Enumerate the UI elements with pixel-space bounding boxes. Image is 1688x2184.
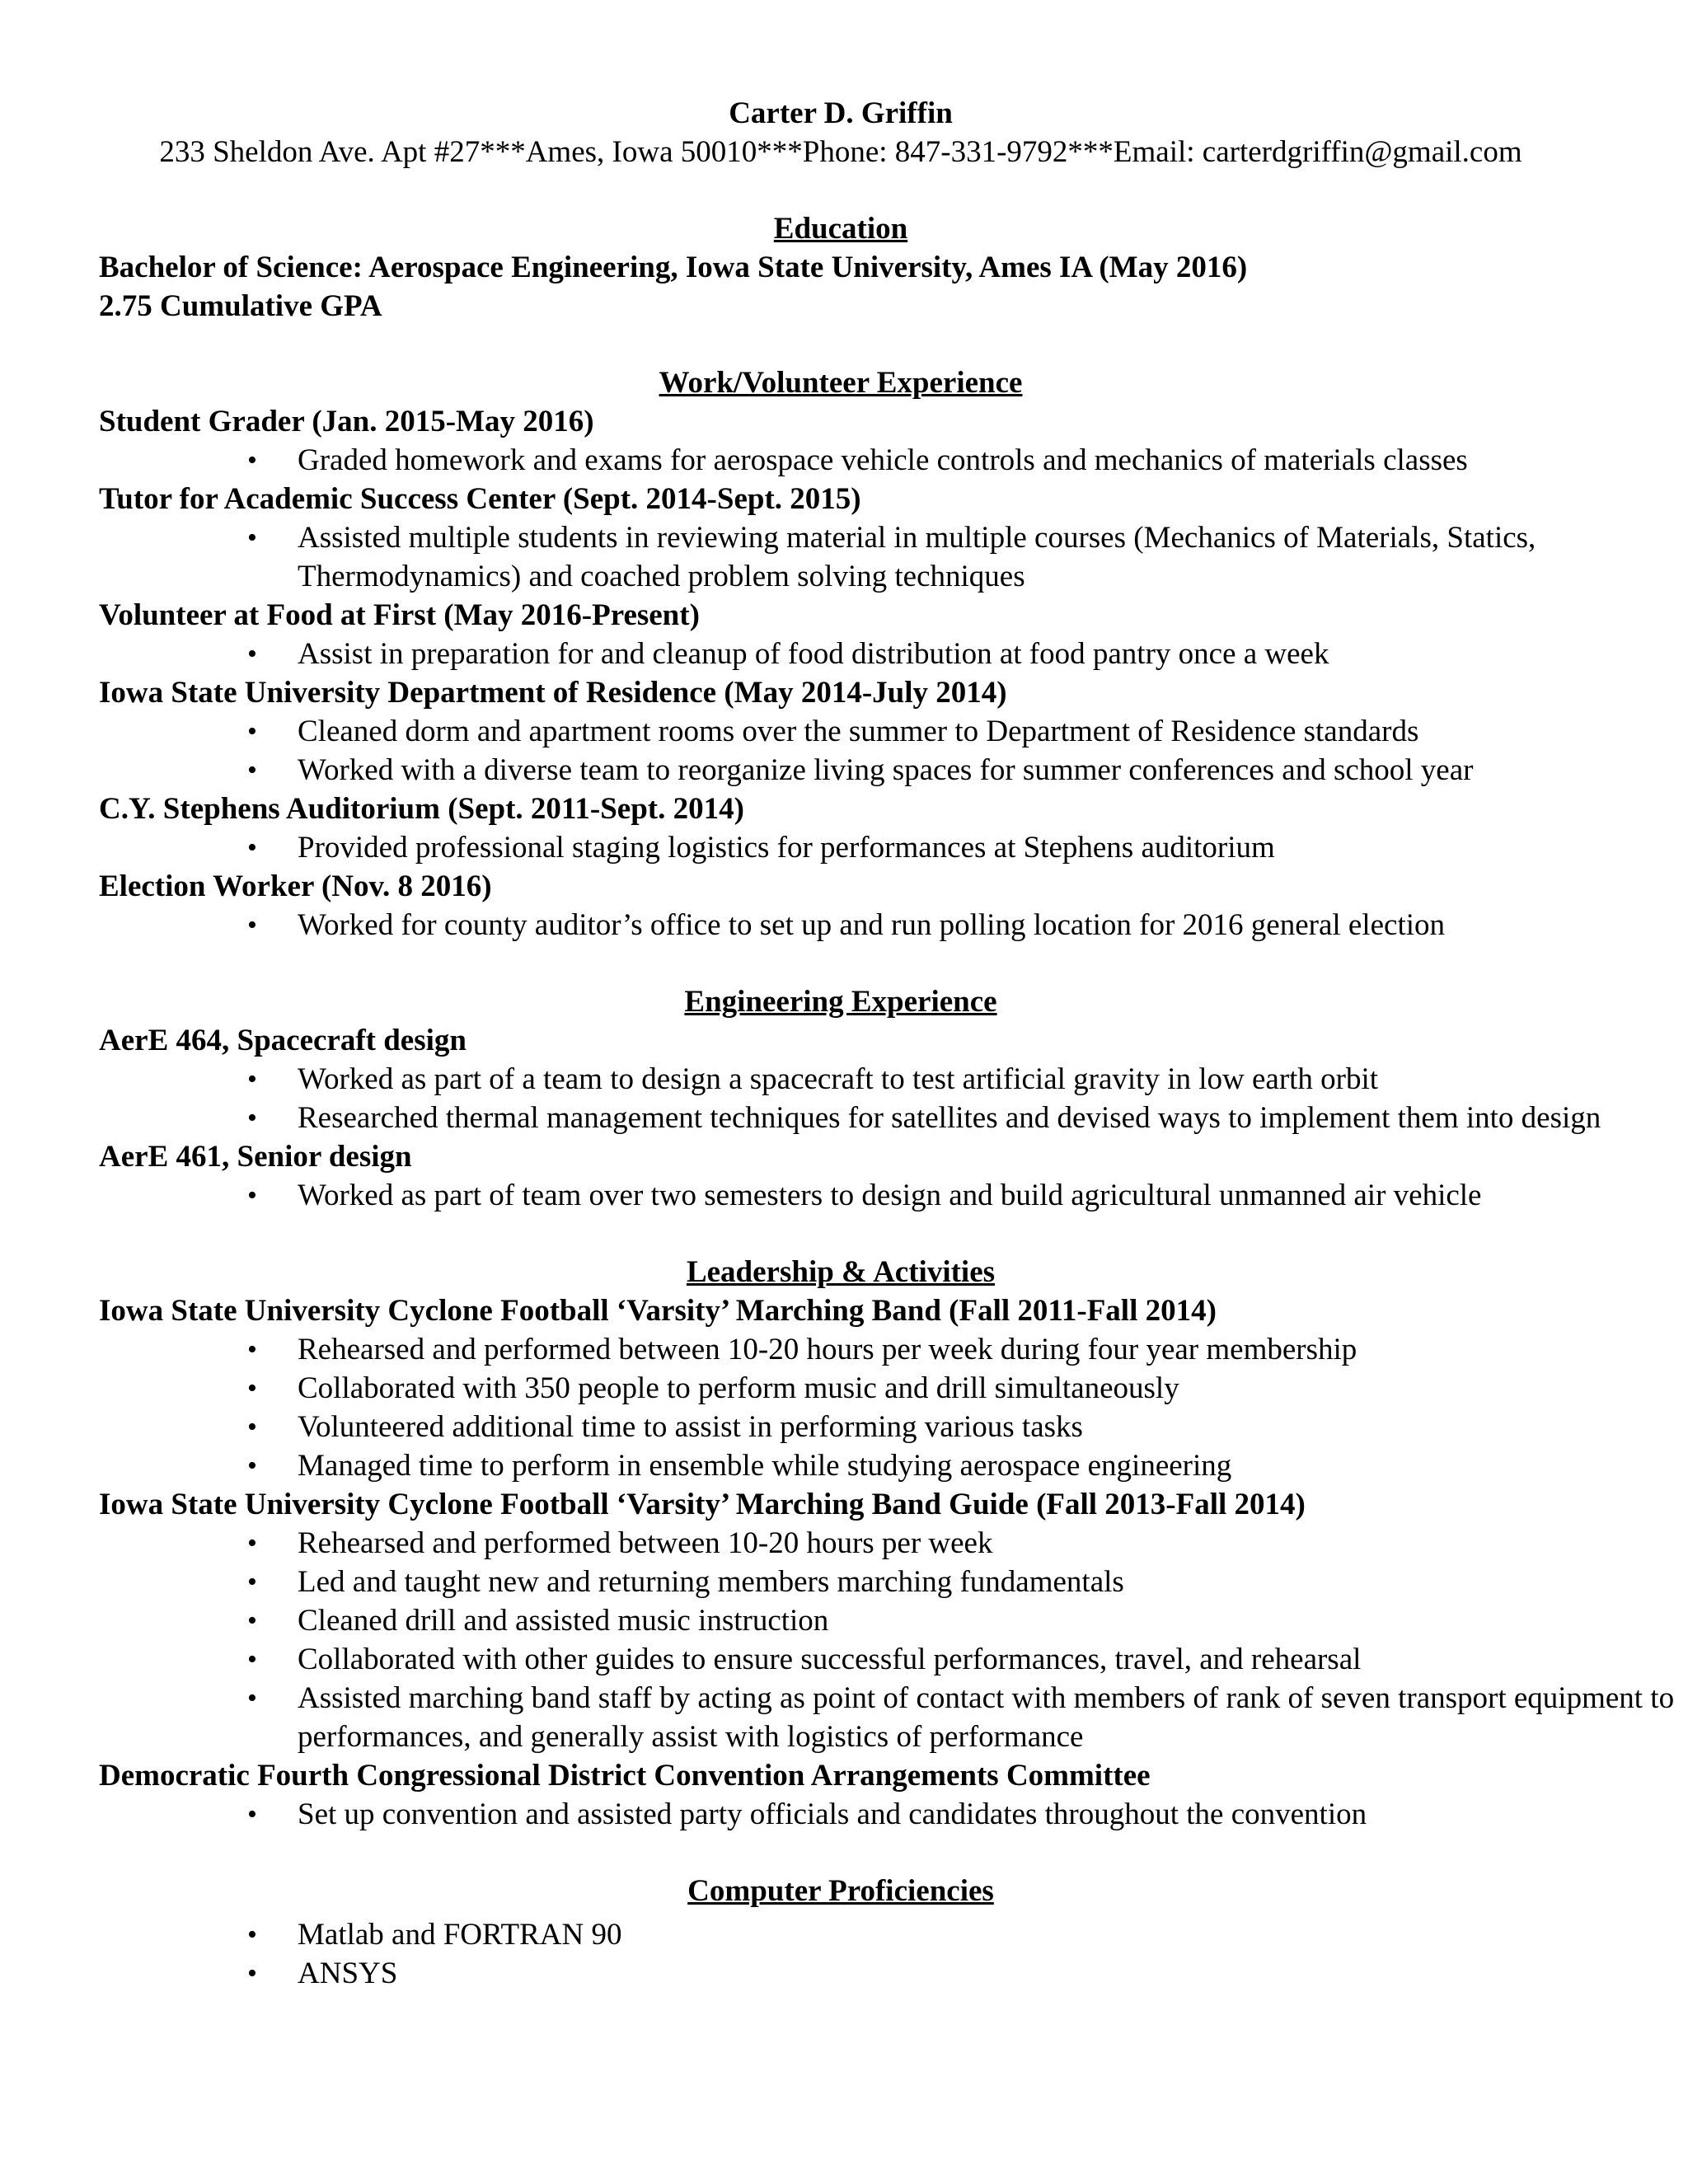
bullet-icon: • xyxy=(247,755,257,785)
bullet-icon: • xyxy=(247,1412,257,1442)
section-title-engineering: Engineering Experience xyxy=(684,985,997,1019)
bullet-icon: • xyxy=(247,1373,257,1404)
degree-line: Bachelor of Science: Aerospace Engineering, Iowa State University, Ames IA (May 2016) xyxy=(99,251,1248,284)
bullet-icon: • xyxy=(247,910,257,940)
engineering-entry xyxy=(99,1137,1599,1215)
list-item: • Collaborated with other guides to ensure successful performances, travel, and rehearsal xyxy=(99,1640,1682,1679)
contact-line: 233 Sheldon Ave. Apt #27***Ames, Iowa 50010***Phone: 847-331-9792***Email: carterdgriffin@gmail.com xyxy=(159,135,1522,169)
section-title-leadership: Leadership & Activities xyxy=(686,1255,996,1289)
resume-page xyxy=(99,94,1675,1993)
list-item: • Worked as part of team over two semesters to design and build agricultural unmanned air vehicle xyxy=(99,1176,1682,1215)
list-item: • Cleaned drill and assisted music instruction xyxy=(99,1601,1682,1640)
bullet-icon: • xyxy=(247,639,257,669)
leadership-entry xyxy=(99,1291,1599,1485)
list-item: • Collaborated with 350 people to perform music and drill simultaneously xyxy=(99,1369,1682,1408)
entry-title: Iowa State University Cyclone Football ‘Varsity’ Marching Band Guide (Fall 2013-Fall 2014) xyxy=(99,1488,1306,1521)
bullet-icon: • xyxy=(247,1528,257,1558)
section-title-work: Work/Volunteer Experience xyxy=(659,366,1023,400)
bullet-icon: • xyxy=(247,716,257,747)
bullet-icon: • xyxy=(247,1334,257,1365)
list-item: • Cleaned dorm and apartment rooms over the summer to Department of Residence standards xyxy=(99,712,1682,751)
entry-title: AerE 464, Spacecraft design xyxy=(99,1024,467,1057)
list-item: • Led and taught new and returning members marching fundamentals xyxy=(99,1563,1682,1601)
list-item: • Researched thermal management techniques for satellites and devised ways to implement them into design xyxy=(99,1099,1682,1137)
entry-title: AerE 461, Senior design xyxy=(99,1140,412,1174)
entry-title: Tutor for Academic Success Center (Sept. 2014-Sept. 2015) xyxy=(99,482,861,516)
section-title-education: Education xyxy=(773,212,908,246)
bullet-icon: • xyxy=(247,1180,257,1211)
section-title-computer: Computer Proficiencies xyxy=(687,1874,994,1908)
bullet-icon: • xyxy=(247,1451,257,1481)
bullet-icon: • xyxy=(247,1919,257,1950)
work-entry xyxy=(99,480,1599,596)
work-entry xyxy=(99,402,1599,480)
list-item: • Managed time to perform in ensemble while studying aerospace engineering xyxy=(99,1446,1682,1485)
bullet-icon: • xyxy=(247,1567,257,1597)
list-item: • Assisted multiple students in reviewing material in multiple courses (Mechanics of Materials, Statics, Thermodynamics) and coached problem solving techniques xyxy=(99,518,1682,596)
entry-title: Iowa State University Cyclone Football ‘Varsity’ Marching Band (Fall 2011-Fall 2014) xyxy=(99,1294,1217,1328)
list-item: • Provided professional staging logistics for performances at Stephens auditorium xyxy=(99,828,1682,867)
entry-title: Democratic Fourth Congressional District Convention Arrangements Committee xyxy=(99,1759,1151,1793)
entry-title: Student Grader (Jan. 2015-May 2016) xyxy=(99,405,594,438)
leadership-entry xyxy=(99,1756,1599,1834)
entry-title: Volunteer at Food at First (May 2016-Present) xyxy=(99,598,700,632)
work-entry xyxy=(99,596,1599,673)
bullet-icon: • xyxy=(247,1605,257,1636)
engineering-entry xyxy=(99,1021,1599,1137)
list-item: • ANSYS xyxy=(99,1954,1682,1993)
bullet-icon: • xyxy=(247,832,257,863)
entry-title: Election Worker (Nov. 8 2016) xyxy=(99,869,492,903)
list-item: • Set up convention and assisted party officials and candidates throughout the convention xyxy=(99,1795,1682,1834)
list-item: • Rehearsed and performed between 10-20 hours per week during four year membership xyxy=(99,1330,1682,1369)
bullet-icon: • xyxy=(247,523,257,553)
gpa-line: 2.75 Cumulative GPA xyxy=(99,289,382,323)
work-entry xyxy=(99,790,1599,867)
computer-list xyxy=(99,1915,1599,1993)
work-entry xyxy=(99,867,1599,944)
list-item: • Matlab and FORTRAN 90 xyxy=(99,1915,1682,1954)
bullet-icon: • xyxy=(247,445,257,476)
entry-title: C.Y. Stephens Auditorium (Sept. 2011-Sept. 2014) xyxy=(99,792,744,826)
list-item: • Assist in preparation for and cleanup of food distribution at food pantry once a week xyxy=(99,635,1682,673)
bullet-icon: • xyxy=(247,1799,257,1830)
list-item: • Worked as part of a team to design a spacecraft to test artificial gravity in low earth orbit xyxy=(99,1060,1682,1099)
bullet-icon: • xyxy=(247,1064,257,1094)
list-item: • Rehearsed and performed between 10-20 hours per week xyxy=(99,1524,1682,1563)
bullet-icon: • xyxy=(247,1103,257,1133)
list-item: • Assisted marching band staff by acting as point of contact with members of rank of seven transport equipment to performances, and generally assist with logistics of performance xyxy=(99,1679,1682,1756)
bullet-icon: • xyxy=(247,1644,257,1675)
bullet-icon: • xyxy=(247,1683,257,1713)
work-entry xyxy=(99,673,1599,790)
list-item: • Worked for county auditor’s office to set up and run polling location for 2016 general election xyxy=(99,906,1682,944)
entry-title: Iowa State University Department of Residence (May 2014-July 2014) xyxy=(99,676,1007,710)
candidate-name: Carter D. Griffin xyxy=(729,96,953,130)
list-item: • Volunteered additional time to assist in performing various tasks xyxy=(99,1408,1682,1446)
work-entries xyxy=(99,402,1599,944)
list-item: • Graded homework and exams for aerospace vehicle controls and mechanics of materials classes xyxy=(99,441,1682,480)
leadership-entry xyxy=(99,1485,1675,1756)
list-item: • Worked with a diverse team to reorganize living spaces for summer conferences and school year xyxy=(99,751,1682,790)
bullet-icon: • xyxy=(247,1958,257,1989)
